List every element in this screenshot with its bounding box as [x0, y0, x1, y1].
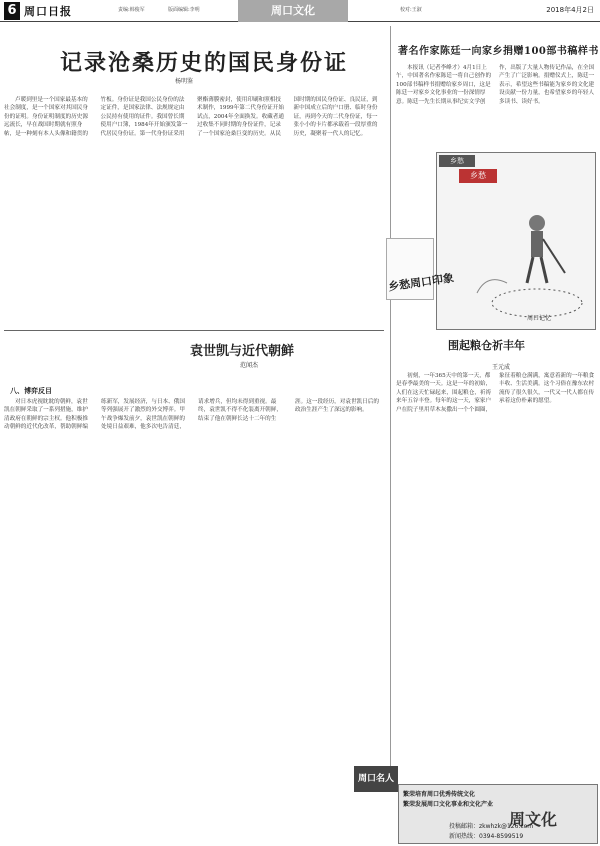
history-article-author: 范闻杰: [240, 362, 259, 369]
ad-brand: 周文化: [509, 810, 558, 829]
main-article-title: 记录沧桑历史的国民身份证: [60, 50, 349, 76]
stamp-text: 乡愁周口印象: [387, 271, 455, 294]
proof-credit: 校对:王淑: [400, 7, 422, 13]
ad-line-1: 繁荣培育周口优秀传统文化: [403, 791, 476, 798]
section-title: 周口文化: [238, 0, 348, 22]
history-subhead: 八、博弈反目: [10, 386, 52, 395]
feature-illustration: [436, 152, 596, 330]
feature-title: 乡愁: [459, 169, 497, 183]
ad-phone: 新闻热线：0394-8599519: [449, 833, 524, 840]
editor-credit: 责编:韩俊军: [118, 7, 145, 13]
feature-caption: 周口记忆: [527, 315, 552, 322]
farmer-illustration: [437, 153, 595, 329]
page-number: 6: [4, 2, 20, 20]
history-article-body: 对日本虎视眈眈的朝鲜，袁世凯在朝鲜采取了一系列措施，维护清政府在朝鲜的宗主权。他积极推动朝鲜的近代化改革，帮助朝鲜编练新军，发展经济，与日本、俄国等列强展开了激烈的外交博弈。甲午战争爆发前夕，袁世凯在朝鲜的处境日益艰难，他多次电告清廷，请求增兵，但均未得到重视。最终，袁世凯不得不化装离开朝鲜，结束了他在朝鲜长达十二年的生涯。这一段经历，对袁世凯日后的政治生涯产生了深远的影响。: [4, 399, 379, 431]
newspaper-logo: 周口日报: [24, 5, 72, 18]
page-header: [0, 0, 600, 22]
essay-body: 初刻，一年365天中的第一天，都是春季最美的一天。这是一年的初始，人们在这天忙碌起来，围起粮仓，祈祷来年五谷丰登。每年的这一天，家家户户在院子里用草木灰撒出一个个圆圈，象征着粮仓满满，寓意着新的一年粮食丰收、生活美满。这个习俗在豫东农村流传了很久很久，一代又一代人都在传承着这份朴素的愿望。: [396, 373, 595, 413]
feature-tag: 乡愁: [439, 155, 475, 167]
main-article-body: 卢暖到里是一个国家最基本的社会制度，是一个国家对其国民身份的证明。身份证明制度的历史源远流长，早在战国时期就有照身帖，是一种刻有本人头像和籍贯的竹板。身份证是我国公民身份的法定证件，是国家法律、法规规定由公民持有使用的证件。我国曾长期使用户口簿，1984年开始颁发第一代居民身份证。第一代身份证采用聚酯薄膜密封，使用印刷和照相技术制作，1999年第二代身份证开始试点，2004年全面换发。收藏者通过收集不同时期的身份证件，记录了一个国家沧桑巨变的历史。从民国时期的国民身份证、良民证，到新中国成立后的户口册、临时身份证，再到今天的二代身份证，每一张小小的卡片都承载着一段厚重的历史，凝聚着一代人的记忆。: [4, 97, 378, 137]
section-divider: [4, 330, 384, 331]
side-article-title: 著名作家陈廷一向家乡捐赠100部书稿样书: [398, 46, 599, 57]
designer-credit: 版面编辑:李明: [168, 7, 200, 13]
ad-line-2: 繁荣发展周口文化事业和文化产业: [403, 801, 494, 808]
history-article-title: 袁世凯与近代朝鲜: [190, 344, 295, 359]
side-article-body: 本报讯（记者李峰才）4月1日上午，中国著名作家陈廷一将自己创作的100部书稿样书捐赠给家乡周口，这是陈廷一对家乡文化事业的一份深情厚意。陈廷一先生长期从事纪实文学创作，出版了大量人物传记作品，在全国产生了广泛影响。捐赠仪式上，陈廷一表示，希望这些书稿能为家乡的文化建设贡献一份力量，也希望家乡的年轻人多读书、读好书。: [396, 65, 595, 105]
essay-author: 王元成: [492, 364, 511, 371]
main-article-author: 杨明鉴: [175, 78, 194, 85]
essay-title: 围起粮仓祈丰年: [448, 339, 525, 352]
ad-email: 投稿邮箱：zkwhzk@126.com: [449, 823, 534, 830]
column-divider: [390, 26, 391, 766]
issue-date: 2018年4月2日: [546, 6, 594, 14]
advertisement: [398, 784, 598, 844]
mingren-label: 周口名人: [354, 766, 398, 792]
